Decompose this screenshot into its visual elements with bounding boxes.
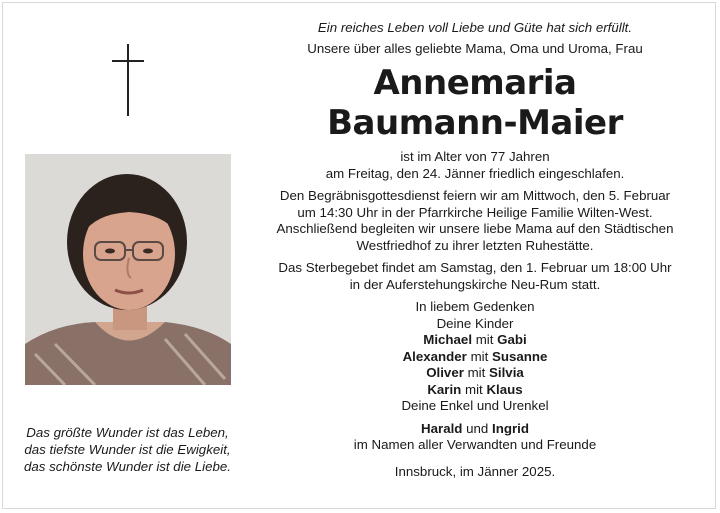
closing-line: im Namen aller Verwandten und Freunde xyxy=(353,437,597,452)
grandchildren-line: Deine Enkel und Urenkel xyxy=(401,398,549,413)
notice-text xyxy=(245,20,705,480)
portrait-illustration xyxy=(25,154,231,385)
siblings-line xyxy=(245,421,705,438)
couple-name: Karin xyxy=(427,381,462,397)
couple-line xyxy=(245,382,705,399)
siblings-connector: und xyxy=(466,420,489,436)
cross-icon xyxy=(112,44,144,116)
couple-connector: mit xyxy=(470,348,489,364)
couple-line xyxy=(245,349,705,366)
children-label: Deine Kinder xyxy=(436,315,514,331)
death-notice-line: ist im Alter von 77 Jahren xyxy=(400,149,550,164)
motto: Ein reiches Leben voll Liebe und Güte hat sich erfüllt. xyxy=(317,20,633,35)
couple-line xyxy=(245,365,705,382)
funeral-line: um 14:30 Uhr in der Pfarrkirche Heilige Familie Wilten-West. xyxy=(297,204,653,220)
couple-name: Michael xyxy=(423,332,473,347)
couple-name: Susanne xyxy=(492,348,548,364)
funeral-line: Den Begräbnisgottesdienst feiern wir am Mittwoch, den 5. Februar xyxy=(279,188,671,203)
quote-line: das tiefste Wunder ist die Ewigkeit, xyxy=(24,442,231,457)
couple-connector: mit xyxy=(465,381,483,397)
sibling-name: Ingrid xyxy=(492,420,529,436)
couple-name: Klaus xyxy=(486,381,523,397)
first-name: Annemaria xyxy=(373,63,577,103)
sibling-name: Harald xyxy=(421,420,463,436)
couple-connector: mit xyxy=(475,332,494,347)
prayer-line: in der Auferstehungskirche Neu-Rum statt. xyxy=(349,276,601,292)
couple-line xyxy=(245,332,705,349)
couple-name: Alexander xyxy=(402,348,467,364)
intro-line: Unsere über alles geliebte Mama, Oma und Uroma, Frau xyxy=(307,40,643,56)
couple-name: Oliver xyxy=(426,365,464,380)
quote-line: Das größte Wunder ist das Leben, xyxy=(26,425,229,440)
funeral-line: Anschließend begleiten wir unsere liebe Mama auf den Städtischen xyxy=(276,221,674,236)
quote-block xyxy=(10,424,245,475)
last-name: Baumann-Maier xyxy=(327,103,623,143)
couple-name: Gabi xyxy=(497,332,527,347)
couple-connector: mit xyxy=(467,365,486,380)
mourners-intro: In liebem Gedenken xyxy=(415,299,535,314)
place-date: Innsbruck, im Jänner 2025. xyxy=(394,463,556,479)
death-notice-line: am Freitag, den 24. Jänner friedlich eingeschlafen. xyxy=(325,165,625,181)
couple-name: Silvia xyxy=(489,365,524,380)
quote-line: das schönste Wunder ist die Liebe. xyxy=(24,459,231,474)
prayer-line: Das Sterbegebet findet am Samstag, den 1. Februar um 18:00 Uhr xyxy=(278,260,672,275)
portrait-photo xyxy=(25,154,231,385)
funeral-line: Westfriedhof zu ihrer letzten Ruhestätte. xyxy=(356,237,594,253)
